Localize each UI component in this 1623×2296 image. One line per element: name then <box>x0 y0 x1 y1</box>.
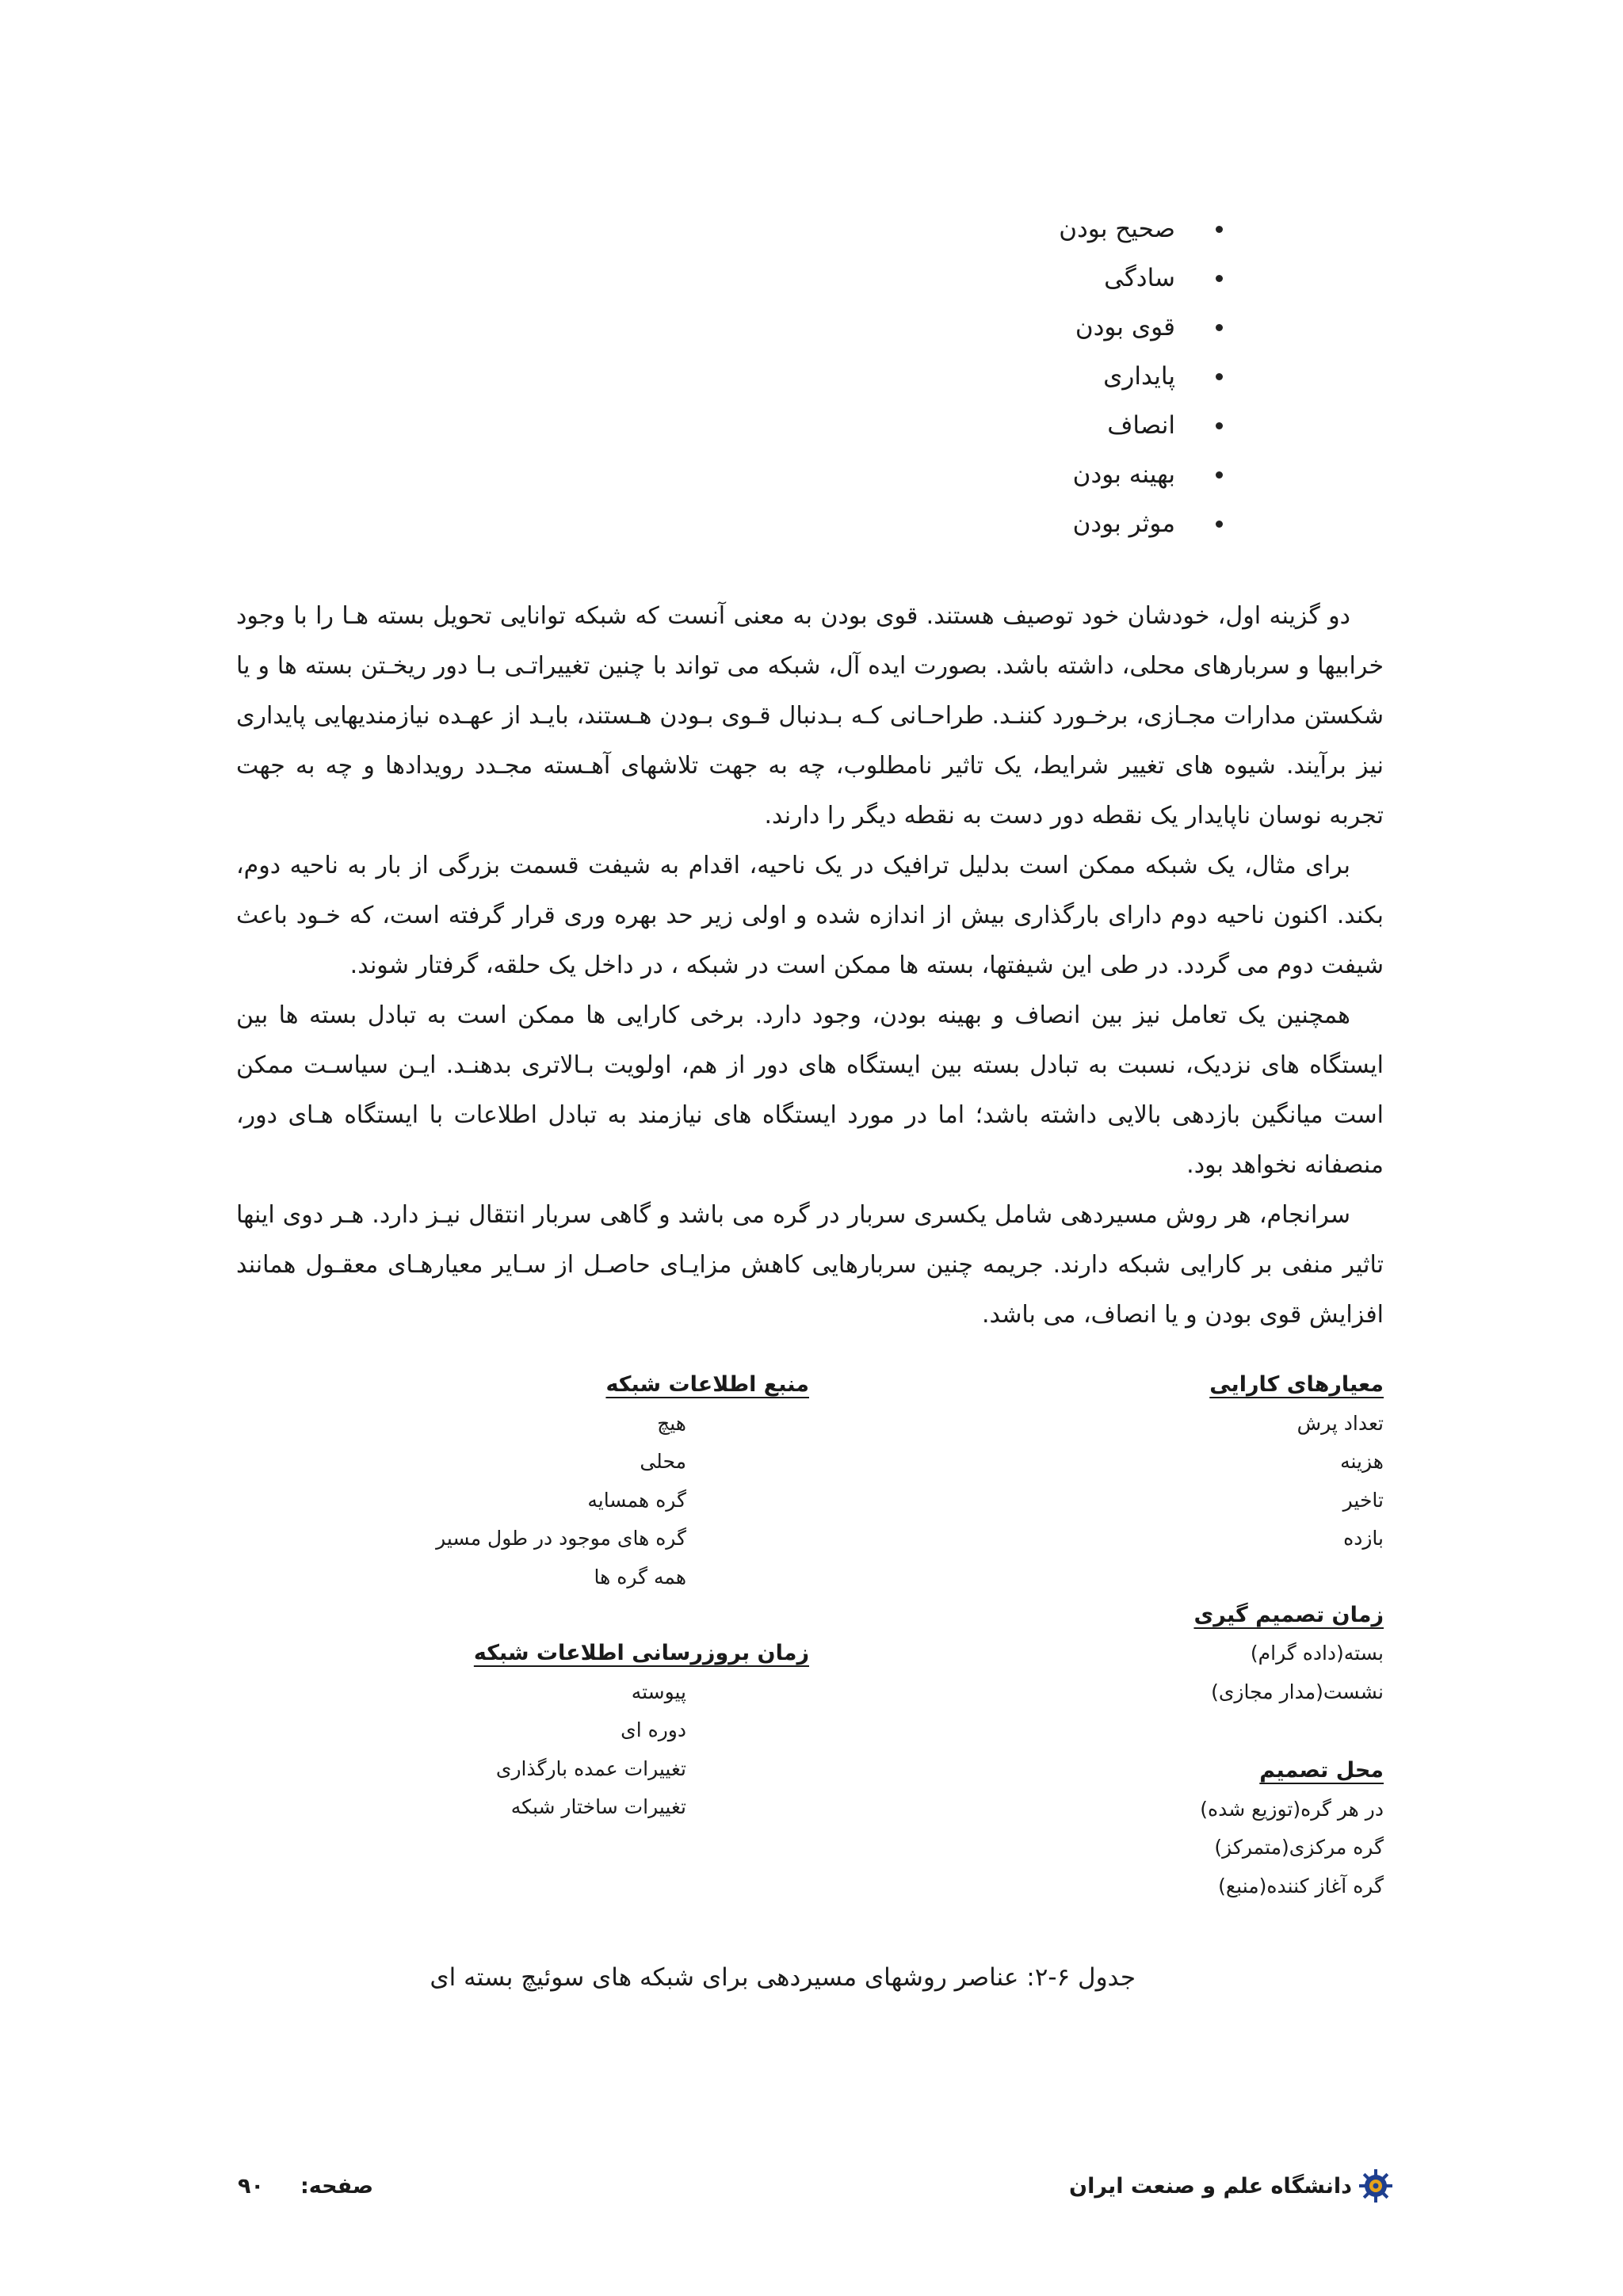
bullet-item: پایداری <box>747 352 1223 401</box>
table-caption: جدول ۶-۲: عناصر روشهای مسیردهی برای شبکه های سوئیچ بسته ای <box>430 1963 1136 1992</box>
bullet-dot-icon <box>1216 471 1223 479</box>
table-item: دوره ای <box>621 1718 686 1741</box>
paragraph: برای مثال، یک شبکه ممکن است بدلیل ترافیک در یک ناحیه، اقدام به شیفت قسمت بزرگی از بار به ناحیه دوم، بکند. اکنون ناحیه دوم دارای بارگذاری بیش از اندازه شده و اولی زیر حد بهره وری قرار گرفته است، که خـود باعث شیفت دوم می گردد. در طی این شیفتها، بسته ها ممکن است در شبکه ، در داخل یک حلقه، گرفتار شوند. <box>236 852 1384 979</box>
table-item: نشست(مدار مجازی) <box>1211 1680 1384 1703</box>
spacer <box>987 1711 1384 1752</box>
table-item: تغییرات عمده بارگذاری <box>495 1756 686 1780</box>
paragraph: دو گزینه اول، خودشان خود توصیف هستند. قوی بودن به معنی آنست که شبکه توانایی تحویل بسته هـا را با وجود خرابیها و سربارهای محلی، داشته باشد. بصورت ایده آل، شبکه می تواند با چنین تغییراتـی بـا دور ریخـتن بسته ها و یا شکستن مدارات مجـازی، برخـورد کننـد. طراحـانی کـه بـدنبال قـوی بـودن هـستند، بایـد از عهـده نیازمندیهایی پایداری نیز برآیند. شیوه های تغییر شرایط، یک تاثیر نامطلوب، چه به جهت تلاشهای آهـسته مجـدد رویدادها و چه به جهت تجربه نوسان ناپایدار یک نقطه دور دست به نقطه دیگر را دارند. <box>236 602 1384 830</box>
info-update-heading: زمان بروزرسانی اطلاعات شبکه <box>473 1641 809 1665</box>
table-item: تاخیر <box>1342 1488 1384 1512</box>
bullet-dot-icon <box>1216 521 1223 528</box>
table-item: هزینه <box>1340 1450 1384 1473</box>
table-item: پیوسته <box>631 1680 686 1703</box>
bullet-dot-icon <box>1216 324 1223 331</box>
performance-criteria-heading: معیارهای کارایی <box>1209 1372 1384 1397</box>
bullet-list <box>747 204 1223 548</box>
decision-place-heading: محل تصمیم <box>1259 1758 1384 1783</box>
table-item: تعداد پرش <box>1296 1411 1384 1435</box>
page-label: صفحه: <box>300 2173 374 2199</box>
table-item: بسته(داده گرام) <box>1250 1642 1384 1665</box>
bullet-item: قوی بودن <box>747 303 1223 352</box>
table-item: بازده <box>1343 1527 1384 1550</box>
footer-university <box>1069 2166 1393 2206</box>
body-text <box>236 591 1384 1340</box>
bullet-item: بهینه بودن <box>747 450 1223 499</box>
bullet-dot-icon <box>1216 275 1223 282</box>
bullet-dot-icon <box>1216 226 1223 233</box>
university-logo-icon <box>1358 2168 1393 2203</box>
spacer <box>334 1596 809 1634</box>
table-left-column <box>334 1366 809 1827</box>
table-item: گره همسایه <box>587 1488 686 1512</box>
table-item: محلی <box>640 1450 686 1473</box>
table-item: هیچ <box>657 1411 686 1435</box>
paragraph: سرانجام، هر روش مسیردهی شامل یکسری سربار در گره می باشد و گاهی سربار انتقال نیـز دارد. هـر دوی اینها تاثیر منفی بر کارایی شبکه دارند. جریمه چنین سربارهایی کاهش مزایـای حاصـل از سـایر معیارهـای معقـول همانند افزایش قوی بودن و یا انصاف، می باشد. <box>236 1201 1384 1329</box>
table-right-column <box>987 1366 1384 1905</box>
table-item: گره مرکزی(متمرکز) <box>1214 1836 1384 1859</box>
paragraph: همچنین یک تعامل نیز بین انصاف و بهینه بودن، وجود دارد. برخی کارایی ها ممکن است به تبادل بسته ها بین ایستگاه های نزدیک، نسبت به تبادل بسته بین ایستگاه های دور از هم، اولویت بـالاتری بدهنـد. ایـن سیاسـت ممکن است میانگین بازدهی بالایی داشته باشد؛ اما در مورد ایستگاه های نیازمند به تبادل اطلاعات با ایستگاه هـای دور، منصفانه نخواهد بود. <box>236 1001 1384 1179</box>
table-item: گره های موجود در طول مسیر <box>436 1527 686 1550</box>
bullet-dot-icon <box>1216 373 1223 380</box>
bullet-item: صحیح بودن <box>747 204 1223 254</box>
decision-time-heading: زمان تصمیم گیری <box>1193 1602 1384 1627</box>
table-item: در هر گره(توزیع شده) <box>1200 1797 1384 1821</box>
bullet-item: موثر بودن <box>747 499 1223 548</box>
university-name: دانشگاه علم و صنعت ایران <box>1069 2173 1352 2199</box>
info-source-heading: منبع اطلاعات شبکه <box>605 1372 809 1397</box>
bullet-item: انصاف <box>747 401 1223 450</box>
spacer <box>987 1558 1384 1596</box>
footer-page-number <box>238 2166 373 2206</box>
bullet-dot-icon <box>1216 422 1223 429</box>
table-item: همه گره ها <box>594 1565 686 1589</box>
page-number: ۹۰ <box>238 2173 264 2199</box>
bullet-item: سادگی <box>747 254 1223 303</box>
table-item: تغییرات ساختار شبکه <box>510 1795 686 1818</box>
table-item: گره آغاز کننده(منبع) <box>1218 1874 1384 1897</box>
